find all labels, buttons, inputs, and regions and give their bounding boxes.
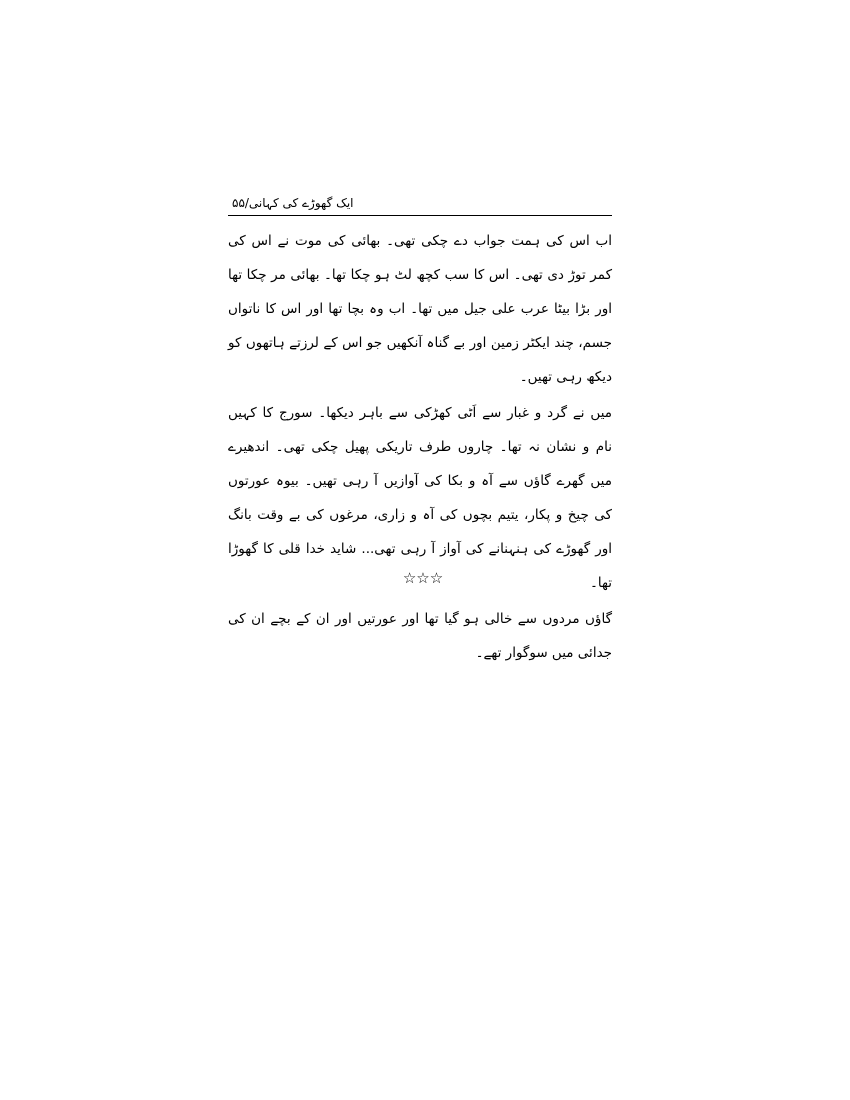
section-break-stars: ☆☆☆ xyxy=(402,569,444,587)
body-text xyxy=(228,224,612,670)
running-header xyxy=(228,193,612,216)
page-content xyxy=(228,193,612,672)
running-title: ایک گھوڑے کی کہانی/۵۵ xyxy=(232,196,354,210)
paragraph-1: اب اس کی ہمت جواب دے چکی تھی۔ بھائی کی موت نے اس کی کمر توڑ دی تھی۔ اس کا سب کچھ لٹ ہو چکا تھا۔ بھائی مر چکا تھا اور بڑا بیٹا عرب علی جیل میں تھا۔ اب وہ بچا تھا اور اس کا ناتواں جسم، چند ایکٹر زمین اور بے گناہ آنکھیں جو اس کے لرزتے ہاتھوں کو دیکھ رہی تھیں۔ xyxy=(228,233,612,385)
paragraph-3: گاؤں مردوں سے خالی ہو گیا تھا اور عورتیں اور ان کے بچے ان کی جدائی میں سوگوار تھے۔ xyxy=(228,611,612,661)
paragraph-2: میں نے گرد و غبار سے اَٹی کھڑکی سے باہر دیکھا۔ سورج کا کہیں نام و نشان نہ تھا۔ چاروں طرف تاریکی پھیل چکی تھی۔ اندھیرے میں گھرے گاؤں سے آہ و بکا کی آوازیں آ رہی تھیں۔ بیوہ عورتوں کی چیخ و پکار، یتیم بچوں کی آہ و زاری، مرغوں کی بے وقت بانگ اور گھوڑے کی ہنہنانے کی آواز آ رہی تھی... شاید خدا قلی کا گھوڑا تھا۔ xyxy=(228,405,612,591)
